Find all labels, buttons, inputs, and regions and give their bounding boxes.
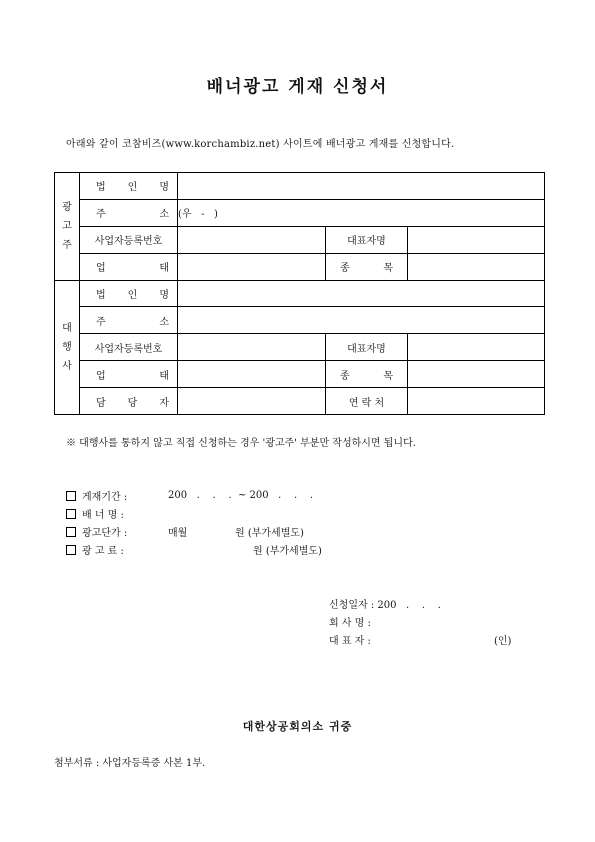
table-row (55, 253, 545, 280)
fee-label: 광 고 료 : (82, 546, 124, 557)
table-row (55, 334, 545, 361)
fee-value: 원 (부가세별도) (253, 546, 322, 557)
agency-manager-label: 담 당 자 (80, 388, 178, 415)
intro-text: 아래와 같이 코참비즈(www.korchambiz.net) 사이트에 배너광고 게재를 신청합니다. (66, 139, 455, 150)
advertiser-address-label: 주 소 (80, 199, 178, 226)
advertiser-company-name-label: 법 인 명 (80, 173, 178, 200)
note-text: ※ 대행사를 통하지 않고 직접 신청하는 경우 '광고주' 부분만 작성하시면 됩니다. (66, 438, 416, 449)
advertiser-category-label: 종 목 (326, 253, 408, 280)
agency-company-name-field[interactable] (178, 280, 545, 307)
advertiser-reg-no-label: 사업자등록번호 (80, 226, 178, 253)
agency-ceo-label: 대표자명 (326, 334, 408, 361)
banner-name-label: 배 너 명 : (82, 510, 124, 521)
document-title: 배너광고 게재 신청서 (206, 77, 389, 97)
advertiser-reg-no-field[interactable] (178, 226, 326, 253)
agency-contact-label: 연 락 처 (326, 388, 408, 415)
agency-business-type-field[interactable] (178, 361, 326, 388)
ceo-signature: 대 표 자 : (329, 636, 371, 647)
unit-price-value: 매월 원 (부가세별도) (168, 528, 304, 539)
unit-price-checkbox[interactable] (66, 527, 76, 537)
option-unit-price (66, 524, 304, 539)
table-row (55, 173, 545, 200)
advertiser-business-type-field[interactable] (178, 253, 326, 280)
period-value: 200 . . . ~ 200 . . . (168, 490, 314, 501)
table-row (55, 307, 545, 334)
application-date: 신청일자 : 200 . . . (329, 600, 441, 611)
table-row (55, 361, 545, 388)
option-period (66, 488, 313, 503)
banner-name-checkbox[interactable] (66, 509, 76, 519)
advertiser-ceo-label: 대표자명 (326, 226, 408, 253)
option-banner-name (66, 506, 124, 521)
option-fee (66, 542, 322, 557)
table-row (55, 280, 545, 307)
table-row (55, 199, 545, 226)
attachment-note: 첨부서류 : 사업자등록증 사본 1부. (54, 758, 206, 769)
unit-price-label: 광고단가 : (82, 528, 128, 539)
period-checkbox[interactable] (66, 491, 76, 501)
addressee: 대한상공회의소 귀중 (242, 720, 353, 733)
seal-mark: (인) (494, 636, 512, 647)
table-row (55, 226, 545, 253)
agency-contact-field[interactable] (408, 388, 545, 415)
company-name-signature: 회 사 명 : (329, 618, 371, 629)
application-form-table (54, 172, 545, 415)
agency-company-name-label: 법 인 명 (80, 280, 178, 307)
period-label: 게재기간 : (82, 492, 128, 503)
agency-address-field[interactable] (178, 307, 545, 334)
advertiser-address-field[interactable]: (우 - ) (178, 199, 545, 226)
fee-checkbox[interactable] (66, 545, 76, 555)
agency-reg-no-label: 사업자등록번호 (80, 334, 178, 361)
table-row (55, 388, 545, 415)
advertiser-business-type-label: 업 태 (80, 253, 178, 280)
agency-group-label: 대 행 사 (55, 280, 80, 414)
advertiser-ceo-field[interactable] (408, 226, 545, 253)
agency-manager-field[interactable] (178, 388, 326, 415)
advertiser-category-field[interactable] (408, 253, 545, 280)
agency-category-field[interactable] (408, 361, 545, 388)
agency-business-type-label: 업 태 (80, 361, 178, 388)
agency-category-label: 종 목 (326, 361, 408, 388)
agency-address-label: 주 소 (80, 307, 178, 334)
advertiser-group-label: 광 고 주 (55, 173, 80, 281)
agency-reg-no-field[interactable] (178, 334, 326, 361)
agency-ceo-field[interactable] (408, 334, 545, 361)
advertiser-company-name-field[interactable] (178, 173, 545, 200)
